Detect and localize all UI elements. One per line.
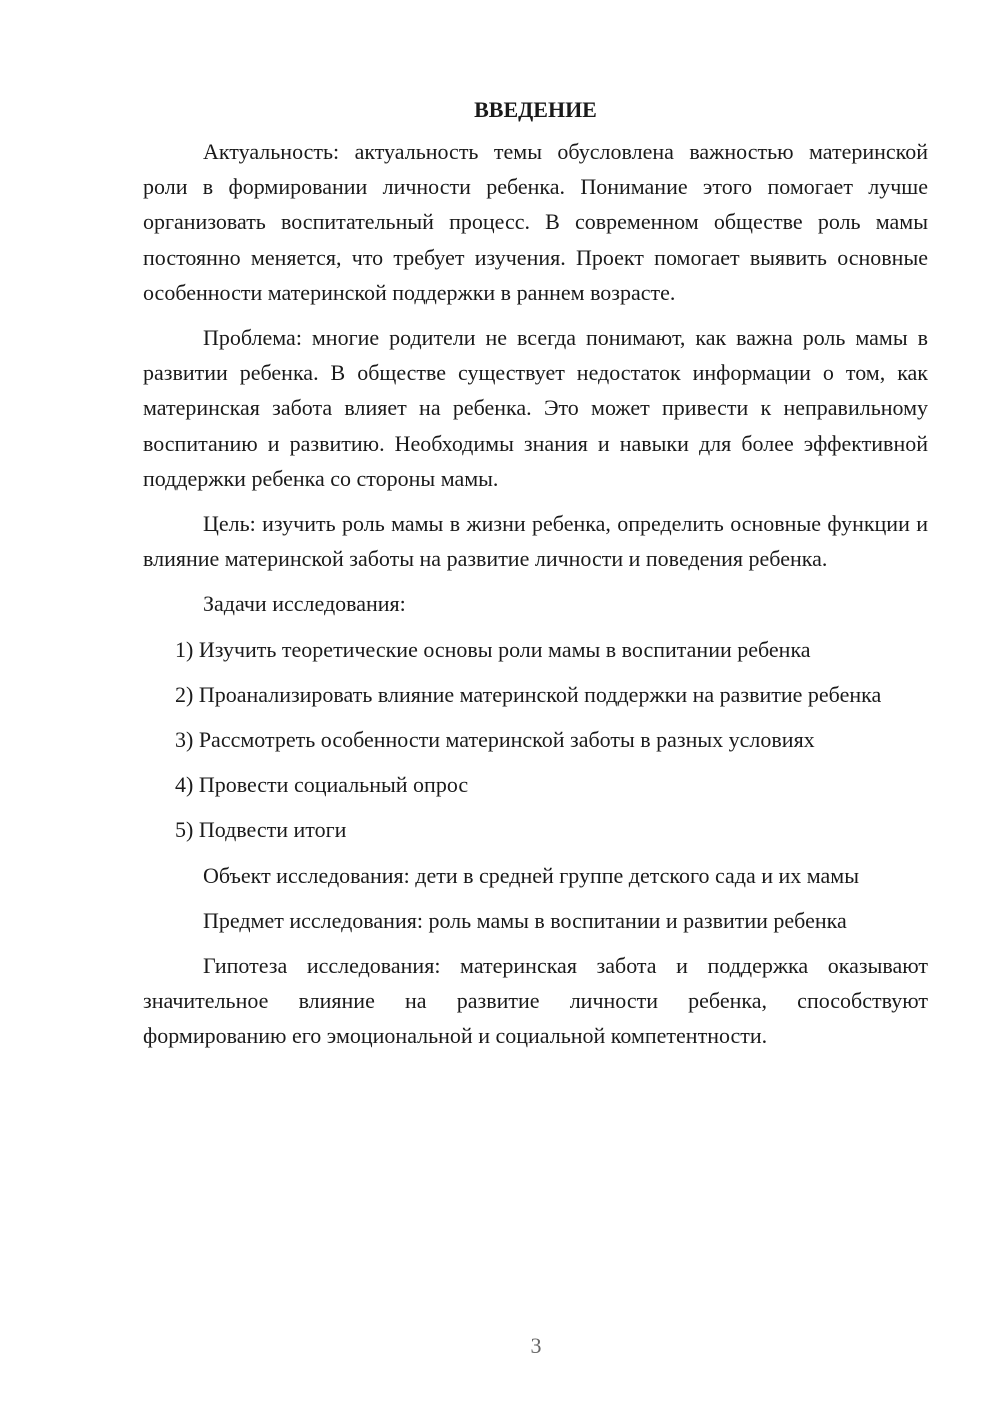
document-page — [143, 92, 928, 1064]
paragraph-tasks-heading: Задачи исследования: — [203, 591, 406, 617]
task-list — [143, 632, 928, 848]
task-item: 3) Рассмотреть особенности материнской заботы в разных условиях — [175, 727, 815, 753]
paragraph-relevance: Актуальность: актуальность темы обусловлена важностью материнской роли в формировании личности ребенка. Понимание этого помогает лучше организовать воспитательный процесс. В современном обществе роль мамы постоянно меняется, что требует изучения. Проект помогает выявить основные особенности материнской поддержки в раннем возрасте. — [143, 139, 928, 305]
task-item: 5) Подвести итоги — [175, 817, 347, 843]
task-item: 4) Провести социальный опрос — [175, 772, 469, 798]
page-number: 3 — [530, 1333, 542, 1358]
task-item: 1) Изучить теоретические основы роли мамы в воспитании ребенка — [175, 636, 811, 662]
paragraph-goal: Цель: изучить роль мамы в жизни ребенка, определить основные функции и влияние материнской заботы на развитие личности и поведения ребенка. — [143, 511, 928, 572]
paragraph-problem: Проблема: многие родители не всегда понимают, как важна роль мамы в развитии ребенка. В обществе существует недостаток информации о том, как материнская забота влияет на ребенка. Это может привести к неправильному воспитанию и развитию. Необходимы знания и навыки для более эффективной поддержки ребенка со стороны мамы. — [143, 325, 928, 491]
paragraph-subject: Предмет исследования: роль мамы в воспитании и развитии ребенка — [203, 907, 847, 933]
paragraph-object: Объект исследования: дети в средней группе детского сада и их мамы — [203, 862, 859, 888]
task-item: 2) Проанализировать влияние материнской поддержки на развитие ребенка — [175, 681, 882, 707]
section-heading: ВВЕДЕНИЕ — [474, 97, 597, 122]
paragraph-hypothesis: Гипотеза исследования: материнская забота и поддержка оказывают значительное влияние на развитие личности ребенка, способствуют формированию его эмоциональной и социальной компетентности. — [143, 953, 928, 1049]
